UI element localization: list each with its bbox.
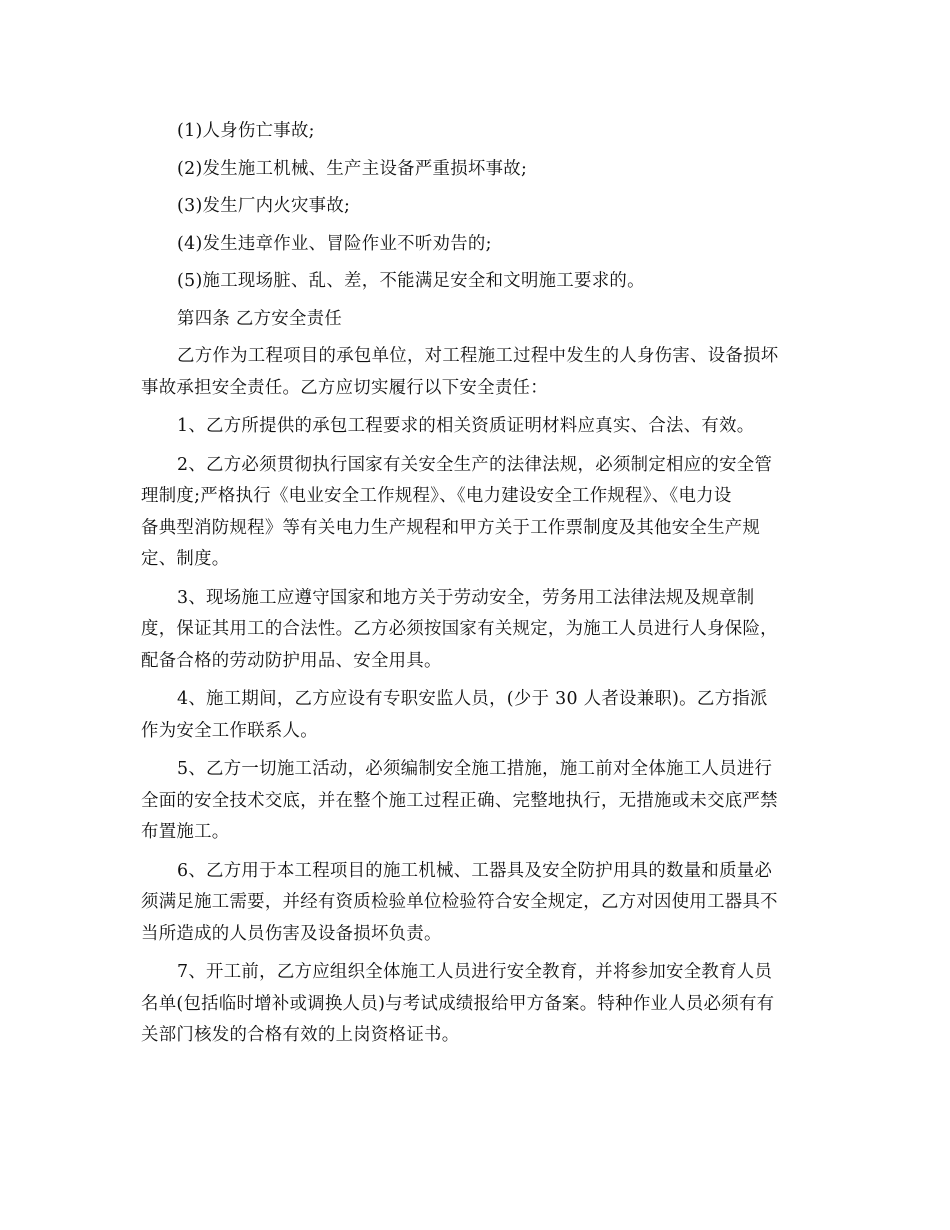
item-2-line: (2)发生施工机械、生产主设备严重损坏事故; xyxy=(177,158,528,179)
paragraph-line: 名单(包括临时增补或调换人员)与考试成绩报给甲方备案。特种作业人员必须有有 xyxy=(141,993,775,1014)
paragraph-line: 配备合格的劳动防护用品、安全用具。 xyxy=(141,650,442,671)
item-2 xyxy=(141,154,817,186)
paragraph-line: 乙方作为工程项目的承包单位，对工程施工过程中发生的人身伤害、设备损坏 xyxy=(177,346,779,366)
section-heading xyxy=(141,304,817,336)
item-1-line: (1)人身伤亡事故; xyxy=(177,121,315,141)
paragraph-line: 定、制度。 xyxy=(141,549,230,569)
paragraph-line: 4、施工期间，乙方应设有专职安监人员，(少于 30 人者设兼职)。乙方指派 xyxy=(177,689,768,709)
paragraph-clause-6 xyxy=(141,856,817,951)
paragraph-clause-2 xyxy=(141,450,817,576)
paragraph-line: 须满足施工需要，并经有资质检验单位检验符合安全规定，乙方对因使用工器具不 xyxy=(141,892,778,912)
item-5-line: (5)施工现场脏、乱、差，不能满足安全和文明施工要求的。 xyxy=(177,271,645,291)
paragraph-line: 关部门核发的合格有效的上岗资格证书。 xyxy=(141,1025,460,1045)
paragraph-line: 当所造成的人员伤害及设备损坏负责。 xyxy=(141,923,442,944)
paragraph-line: 度，保证其用工的合法性。乙方必须按国家有关规定，为施工人员进行人身保险， xyxy=(141,619,778,639)
paragraph-clause-5 xyxy=(141,754,817,849)
paragraph-intro xyxy=(141,341,817,404)
paragraph-clause-7 xyxy=(141,957,817,1052)
paragraph-line: 作为安全工作联系人。 xyxy=(141,720,318,741)
paragraph-line: 6、乙方用于本工程项目的施工机械、工器具及安全防护用具的数量和质量必 xyxy=(177,860,773,881)
item-3-line: (3)发生厂内火灾事故; xyxy=(177,196,351,216)
item-4-line: (4)发生违章作业、冒险作业不听劝告的; xyxy=(177,233,492,254)
item-3 xyxy=(141,191,817,223)
paragraph-line: 1、乙方所提供的承包工程要求的相关资质证明材料应真实、合法、有效。 xyxy=(177,416,755,436)
item-5 xyxy=(141,266,817,298)
paragraph-line: 全面的安全技术交底，并在整个施工过程正确、完整地执行，无措施或未交底严禁 xyxy=(141,790,778,811)
paragraph-clause-3 xyxy=(141,583,817,678)
paragraph-clause-4 xyxy=(141,684,817,747)
item-4 xyxy=(141,229,817,261)
paragraph-line: 理制度;严格执行《电业安全工作规程》、《电力建设安全工作规程》、《电力设 xyxy=(141,486,732,506)
paragraph-line: 2、乙方必须贯彻执行国家有关安全生产的法律法规，必须制定相应的安全管 xyxy=(177,454,773,475)
document-body xyxy=(141,116,817,1059)
paragraph-line: 备典型消防规程》等有关电力生产规程和甲方关于工作票制度及其他安全生产规 xyxy=(141,517,761,538)
paragraph-line: 事故承担安全责任。乙方应切实履行以下安全责任： xyxy=(141,377,548,398)
paragraph-line: 5、乙方一切施工活动，必须编制安全施工措施，施工前对全体施工人员进行 xyxy=(177,759,773,779)
paragraph-line: 7、开工前，乙方应组织全体施工人员进行安全教育，并将参加安全教育人员 xyxy=(177,962,773,982)
paragraph-clause-1 xyxy=(141,411,817,443)
section-heading-line: 第四条 乙方安全责任 xyxy=(177,308,343,329)
item-1 xyxy=(141,116,817,148)
paragraph-line: 3、现场施工应遵守国家和地方关于劳动安全，劳务用工法律法规及规章制 xyxy=(177,587,755,608)
paragraph-line: 布置施工。 xyxy=(141,822,230,842)
